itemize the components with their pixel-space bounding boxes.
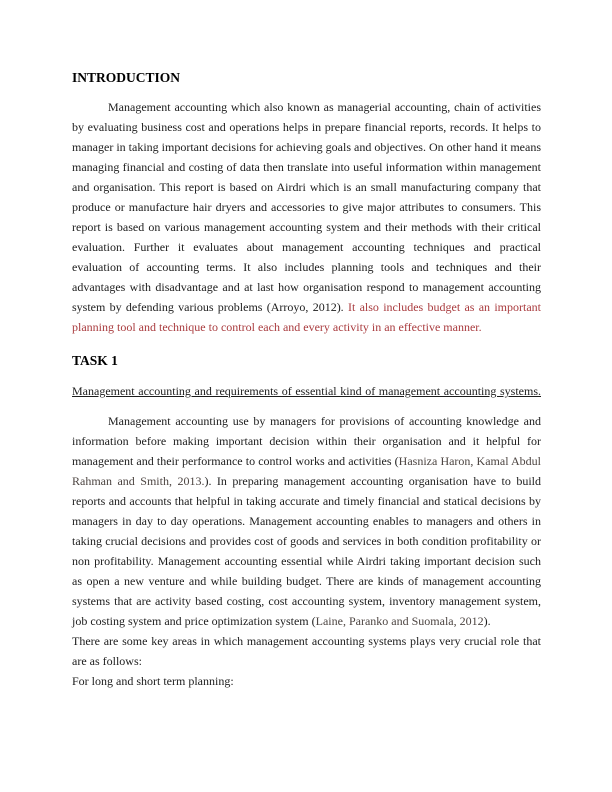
task1-paragraph	[72, 411, 541, 631]
text-run-normal: ). In preparing management accounting organisation have to build reports and accounts that helpful in taking accurate and timely financial and statical decisions by managers in day to day operations. Management accounting enables to managers and others in taking crucial decisions and provides cost of goods and services in both condition profitability or non profitability. Management accounting essential while Airdri taking important decision such as open a new venture and while building budget. There are kinds of management accounting systems that are activity based costing, cost accounting system, inventory management system, job costing system and price optimization system (	[72, 474, 541, 628]
text-run-normal: For long and short term planning:	[72, 674, 234, 688]
key-areas-line	[72, 631, 541, 671]
text-run-normal: Management accounting which also known as managerial accounting, chain of activities by evaluating business cost and operations helps in prepare financial reports, records. It helps to manager in taking important decisions for achieving goals and objectives. On other hand it means managing financial and costing of data then translate into useful information within management and organisation. This report is based on Airdri which is an small manufacturing company that produce or manufacture hair dryers and accessories to give major attributes to consumers. This report is based on various management accounting system and their methods with their critical evaluation. Further it evaluates about management accounting techniques and practical evaluation of accounting terms. It also includes planning tools and techniques and their advantages with disadvantage and at last how organisation respond to management accounting system by defending various problems (Arroyo, 2012).	[72, 100, 541, 314]
text-run-citation: Hasniza Haron, Kamal Abdul Rahman and Smith, 2013.	[72, 454, 542, 488]
introduction-heading: INTRODUCTION	[72, 70, 181, 85]
text-run-normal: Management accounting use by managers for provisions of accounting knowledge and information before making important decision within their organisation and it helpful for management and their performance to control works and activities (	[72, 414, 541, 468]
task1-heading: TASK 1	[72, 353, 118, 368]
task1-subheading-underlined: Management accounting and requirements of essential kind of management accounting systems.	[72, 384, 541, 398]
text-run-citation: Laine, Paranko and Suomala, 2012	[315, 614, 484, 628]
text-run-normal: There are some key areas in which management accounting systems plays very crucial role that are as follows:	[72, 634, 541, 668]
text-run-normal: ).	[483, 614, 491, 628]
text-run-red: It also includes budget as an important planning tool and technique to control each and every activity in an effective manner.	[72, 300, 542, 334]
introduction-paragraph	[72, 97, 541, 337]
long-short-term-planning-line	[72, 671, 541, 691]
